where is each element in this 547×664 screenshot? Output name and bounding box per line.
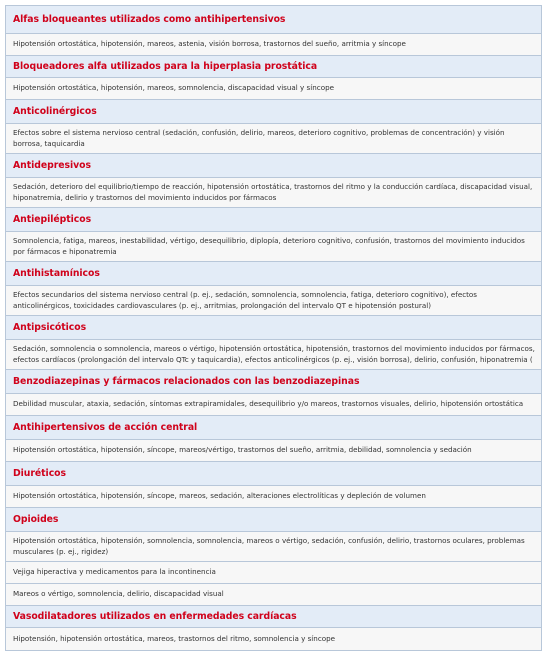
effects-row: [6, 286, 541, 316]
category-header: [6, 56, 541, 78]
category-header: [6, 6, 541, 34]
category-header: [6, 208, 541, 232]
category-title: Anticolinérgicos: [13, 106, 97, 117]
category-header: [6, 462, 541, 486]
effects-row: [6, 34, 541, 56]
category-title: Antiepilépticos: [13, 214, 92, 225]
effects-text: Efectos sobre el sistema nervioso central (sedación, confusión, delirio, mareos, deterioro cognitivo, problemas de concentración) y visión borrosa, taquicardia: [13, 128, 505, 148]
effects-text: Somnolencia, fatiga, mareos, inestabilidad, vértigo, desequilibrio, diplopía, deterioro cognitivo, confusión, trastornos del movimiento inducidos por fármacos e hiponatremia: [13, 236, 525, 256]
effects-text: Sedación, deterioro del equilibrio/tiempo de reacción, hipotensión ortostática, trastornos del ritmo y la conducción cardíaca, discapacidad visual, hiponatremia, delirio y trastornos del movimiento inducidos por fármacos: [13, 182, 533, 202]
category-title: Alfas bloqueantes utilizados como antihipertensivos: [13, 14, 286, 25]
effects-row: [6, 78, 541, 100]
effects-row: [6, 394, 541, 416]
effects-row: [6, 232, 541, 262]
category-header: [6, 100, 541, 124]
effects-row: [6, 584, 541, 606]
effects-text: Sedación, somnolencia o somnolencia, mareos o vértigo, hipotensión ortostática, hipotensión, trastornos del movimiento inducidos por fármacos, efectos cardíacos (prolongación del intervalo QTc y taquicardia), efectos anticolinérgicos (p. ej., visión borrosa), delirio, confusión, hiponatremia (: [13, 344, 535, 364]
category-header: [6, 316, 541, 340]
category-header: [6, 416, 541, 440]
category-title: Antidepresivos: [13, 160, 91, 171]
effects-text: Mareos o vértigo, somnolencia, delirio, discapacidad visual: [13, 589, 224, 599]
effects-text: Vejiga hiperactiva y medicamentos para la incontinencia: [13, 567, 216, 577]
category-title: Diuréticos: [13, 468, 66, 479]
effects-text: Hipotensión ortostática, hipotensión, somnolencia, somnolencia, mareos o vértigo, sedación, confusión, delirio, trastornos oculares, problemas musculares (p. ej., rigidez): [13, 536, 525, 556]
effects-row: [6, 124, 541, 154]
category-title: Opioides: [13, 514, 59, 525]
category-header: [6, 606, 541, 628]
effects-row: [6, 440, 541, 462]
category-header: [6, 370, 541, 394]
category-title: Vasodilatadores utilizados en enfermedades cardíacas: [13, 611, 297, 622]
effects-text: Efectos secundarios del sistema nervioso central (p. ej., sedación, somnolencia, somnolencia, fatiga, deterioro cognitivo), efectos anticolinérgicos, toxicidades cardiovasculares (p. ej., arritmias, prolongación del intervalo QT e hipotensión postural): [13, 290, 478, 310]
category-title: Antihipertensivos de acción central: [13, 422, 198, 433]
effects-row: [6, 532, 541, 562]
effects-row: [6, 178, 541, 208]
effects-text: Hipotensión ortostática, hipotensión, mareos, somnolencia, discapacidad visual y síncope: [13, 83, 335, 93]
drug-effects-table: [5, 5, 542, 651]
effects-row: [6, 628, 541, 650]
effects-row: [6, 340, 541, 370]
effects-text: Hipotensión, hipotensión ortostática, mareos, trastornos del ritmo, somnolencia y síncope: [13, 633, 336, 643]
category-title: Antipsicóticos: [13, 322, 87, 333]
category-title: Antihistamínicos: [13, 268, 100, 279]
effects-row: [6, 562, 541, 584]
category-header: [6, 262, 541, 286]
category-title: Benzodiazepinas y fármacos relacionados con las benzodiazepinas: [13, 376, 360, 387]
category-header: [6, 154, 541, 178]
category-header: [6, 508, 541, 532]
effects-text: Hipotensión ortostática, hipotensión, síncope, mareos/vértigo, trastornos del sueño, arritmia, debilidad, somnolencia y sedación: [13, 445, 472, 455]
effects-text: Hipotensión ortostática, hipotensión, mareos, astenia, visión borrosa, trastornos del sueño, arritmia y síncope: [13, 39, 406, 49]
category-title: Bloqueadores alfa utilizados para la hiperplasia prostática: [13, 61, 318, 72]
effects-row: [6, 486, 541, 508]
effects-text: Debilidad muscular, ataxia, sedación, síntomas extrapiramidales, desequilibrio y/o mareos, trastornos visuales, delirio, hipotensión ortostática: [13, 399, 524, 409]
effects-text: Hipotensión ortostática, hipotensión, síncope, mareos, sedación, alteraciones electrolíticas y depleción de volumen: [13, 491, 426, 501]
